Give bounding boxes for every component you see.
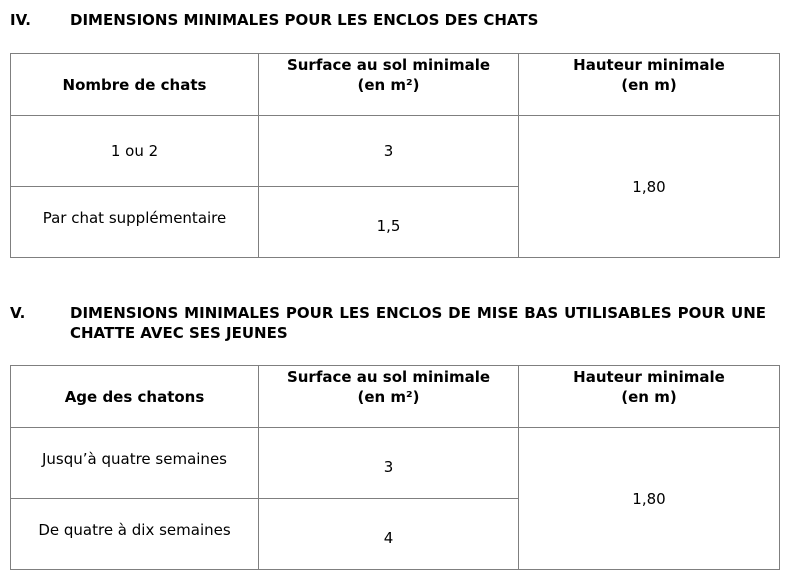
- height-value-cell: [519, 428, 780, 570]
- table-row: [11, 428, 780, 499]
- table-header-row: [11, 366, 780, 428]
- cat-enclosure-table: [10, 53, 780, 258]
- row-label-text: Jusqu’à quatre semaines: [41, 450, 227, 468]
- header-min-height-line1: Hauteur minimale: [573, 367, 725, 386]
- row-label-text: 1 ou 2: [110, 142, 159, 160]
- header-floor-area-line1: Surface au sol minimale: [286, 55, 491, 74]
- header-kitten-age: [11, 366, 259, 428]
- row-surface-value: 1,5: [376, 217, 401, 235]
- header-min-height-line2: (en m): [621, 387, 677, 406]
- row-surface: [259, 187, 519, 258]
- row-surface-value: 4: [383, 529, 394, 547]
- row-surface: [259, 428, 519, 499]
- section-iv-number: IV.: [10, 11, 31, 29]
- height-value-cell: [519, 116, 780, 258]
- birthing-enclosure-table: [10, 365, 780, 570]
- section-iv-heading: [10, 10, 766, 30]
- header-min-height-line1: Hauteur minimale: [573, 55, 725, 74]
- height-value: 1,80: [632, 177, 666, 196]
- header-floor-area: [259, 366, 519, 428]
- table-header-row: [11, 54, 780, 116]
- row-surface: [259, 116, 519, 187]
- header-floor-area: [259, 54, 519, 116]
- section-iv-title: DIMENSIONS MINIMALES POUR LES ENCLOS DES CHATS: [70, 11, 539, 29]
- row-surface-value: 3: [383, 142, 394, 160]
- header-floor-area-line2: (en m²): [357, 387, 420, 406]
- header-min-height-line2: (en m): [621, 75, 677, 94]
- row-label: [11, 428, 259, 499]
- row-surface: [259, 499, 519, 570]
- header-cat-count-label: Nombre de chats: [62, 75, 207, 94]
- row-label: [11, 499, 259, 570]
- header-cat-count: [11, 54, 259, 116]
- table-row: [11, 116, 780, 187]
- row-label-text: De quatre à dix semaines: [38, 521, 231, 539]
- row-surface-value: 3: [383, 458, 394, 476]
- header-kitten-age-label: Age des chatons: [64, 387, 205, 406]
- section-v-title: DIMENSIONS MINIMALES POUR LES ENCLOS DE MISE BAS UTILISABLES POUR UNE CHATTE AVEC SES JEUNES: [70, 304, 766, 342]
- height-value: 1,80: [632, 489, 666, 508]
- section-v-number: V.: [10, 304, 26, 322]
- row-label: [11, 187, 259, 258]
- header-floor-area-line1: Surface au sol minimale: [286, 367, 491, 386]
- section-v-heading: [10, 303, 766, 343]
- header-min-height: [519, 54, 780, 116]
- header-floor-area-line2: (en m²): [357, 75, 420, 94]
- row-label: [11, 116, 259, 187]
- row-label-text: Par chat supplémentaire: [42, 209, 227, 227]
- header-min-height: [519, 366, 780, 428]
